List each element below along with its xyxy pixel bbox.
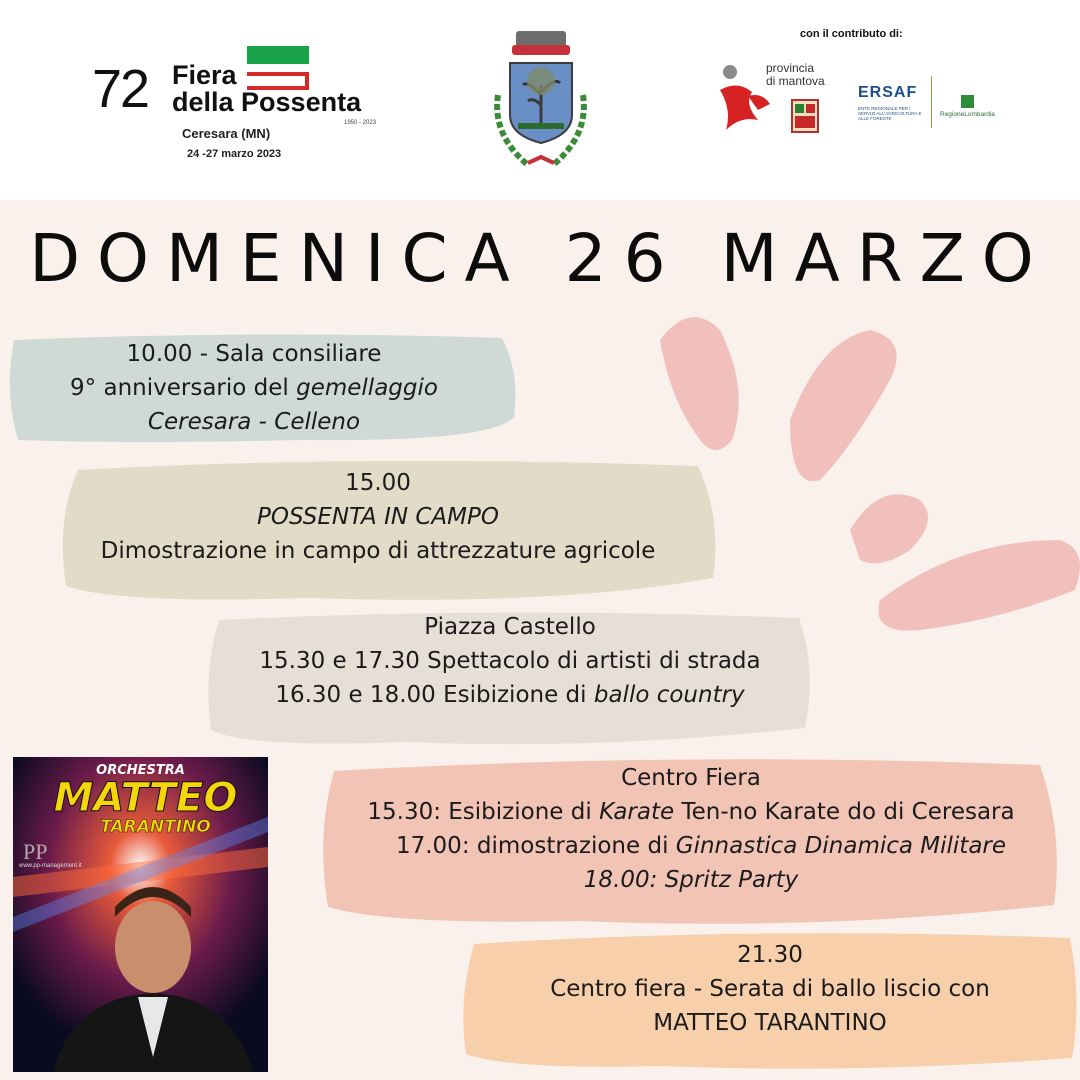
- lombardia-rose-icon: [961, 95, 974, 108]
- event-3-line3: [205, 678, 815, 712]
- event-2-line3: Dimostrazione in campo di attrezzature agricole: [100, 538, 656, 564]
- event-3-line3-pre: 16.30 e 18.00 Esibizione di: [275, 682, 594, 708]
- poster-name1: MATTEO: [53, 775, 238, 821]
- provincia-line1: provincia: [766, 61, 815, 75]
- event-1-line2: [4, 371, 504, 405]
- fiera-line2: della Possenta: [172, 87, 362, 117]
- event-4-line1: Centro Fiera: [621, 765, 761, 791]
- provincia-text: [766, 62, 825, 88]
- flag-green: [247, 46, 309, 64]
- event-1-line3: Ceresara - Celleno: [147, 409, 361, 435]
- flag-white: [247, 64, 309, 72]
- event-4-line2: [318, 795, 1064, 829]
- pp-logo: PP: [23, 839, 48, 864]
- provincia-logo: [718, 60, 828, 142]
- fiera-logo: [92, 40, 377, 165]
- fiera-dates: 24 -27 marzo 2023: [187, 148, 282, 160]
- ersaf-logo: [858, 76, 1003, 131]
- fiera-number: 72: [92, 59, 149, 119]
- ersaf-name: ERSAF: [858, 84, 918, 101]
- event-4-line3-pre: 17.00: dimostrazione di: [395, 833, 676, 859]
- event-1-line2-italic: gemellaggio: [296, 375, 438, 401]
- event-4-line2-italic: Karate: [599, 799, 675, 825]
- event-block-1: [4, 332, 519, 447]
- contributors-label: con il contributo di:: [800, 28, 903, 40]
- event-3-line1: Piazza Castello: [424, 614, 596, 640]
- event-4-line2-post: Ten-no Karate do di Ceresara: [674, 799, 1015, 825]
- event-5-line1: 21.30: [737, 942, 803, 968]
- event-2-line1: 15.00: [345, 470, 411, 496]
- event-4-line3-italic: Ginnastica Dinamica Militare: [675, 833, 1007, 859]
- event-4-line3: [318, 829, 1064, 863]
- poster-orchestra: ORCHESTRA: [96, 763, 185, 778]
- provincia-line2: di mantova: [766, 74, 825, 88]
- lombardia-label: RegioneLombardia: [940, 111, 995, 118]
- fiera-years: 1950 - 2023: [344, 120, 377, 126]
- event-1-text: [4, 337, 504, 439]
- event-3-line3-italic: ballo country: [593, 682, 745, 708]
- fiera-place: Ceresara (MN): [182, 126, 271, 141]
- fiera-line1: Fiera: [172, 60, 237, 90]
- event-block-5: [460, 930, 1080, 1070]
- poster-website: www.pp-management.it: [19, 863, 82, 869]
- event-5-line3: MATTEO TARANTINO: [653, 1010, 887, 1036]
- logo-divider: [931, 76, 932, 128]
- event-1-line1: 10.00 - Sala consiliare: [126, 341, 382, 367]
- event-4-line2-pre: 15.30: Esibizione di: [367, 799, 600, 825]
- ersaf-subtitle: ENTE REGIONALE PER I SERVIZI ALL'AGRICOLTURA E ALLE FORESTE: [858, 106, 922, 121]
- event-3-line2: 15.30 e 17.30 Spettacolo di artisti di strada: [259, 648, 761, 674]
- artist-poster-image: [13, 757, 268, 1072]
- event-5-line2: Centro fiera - Serata di ballo liscio con: [550, 976, 990, 1002]
- page-title: DOMENICA 26 MARZO: [29, 220, 1051, 297]
- event-block-3: [205, 610, 815, 745]
- event-2-line2: POSSENTA IN CAMPO: [257, 504, 499, 530]
- municipal-crest-icon: [488, 25, 593, 175]
- event-block-2: [58, 458, 723, 603]
- event-3-text: [205, 610, 815, 712]
- event-1-line2-pre: 9° anniversario del: [70, 375, 297, 401]
- event-5-text: [460, 938, 1080, 1040]
- event-4-text: [318, 761, 1064, 897]
- event-block-4: [318, 755, 1064, 927]
- event-4-line4: 18.00: Spritz Party: [583, 867, 799, 893]
- event-2-text: [58, 466, 698, 568]
- poster-name2: TARANTINO: [100, 817, 211, 837]
